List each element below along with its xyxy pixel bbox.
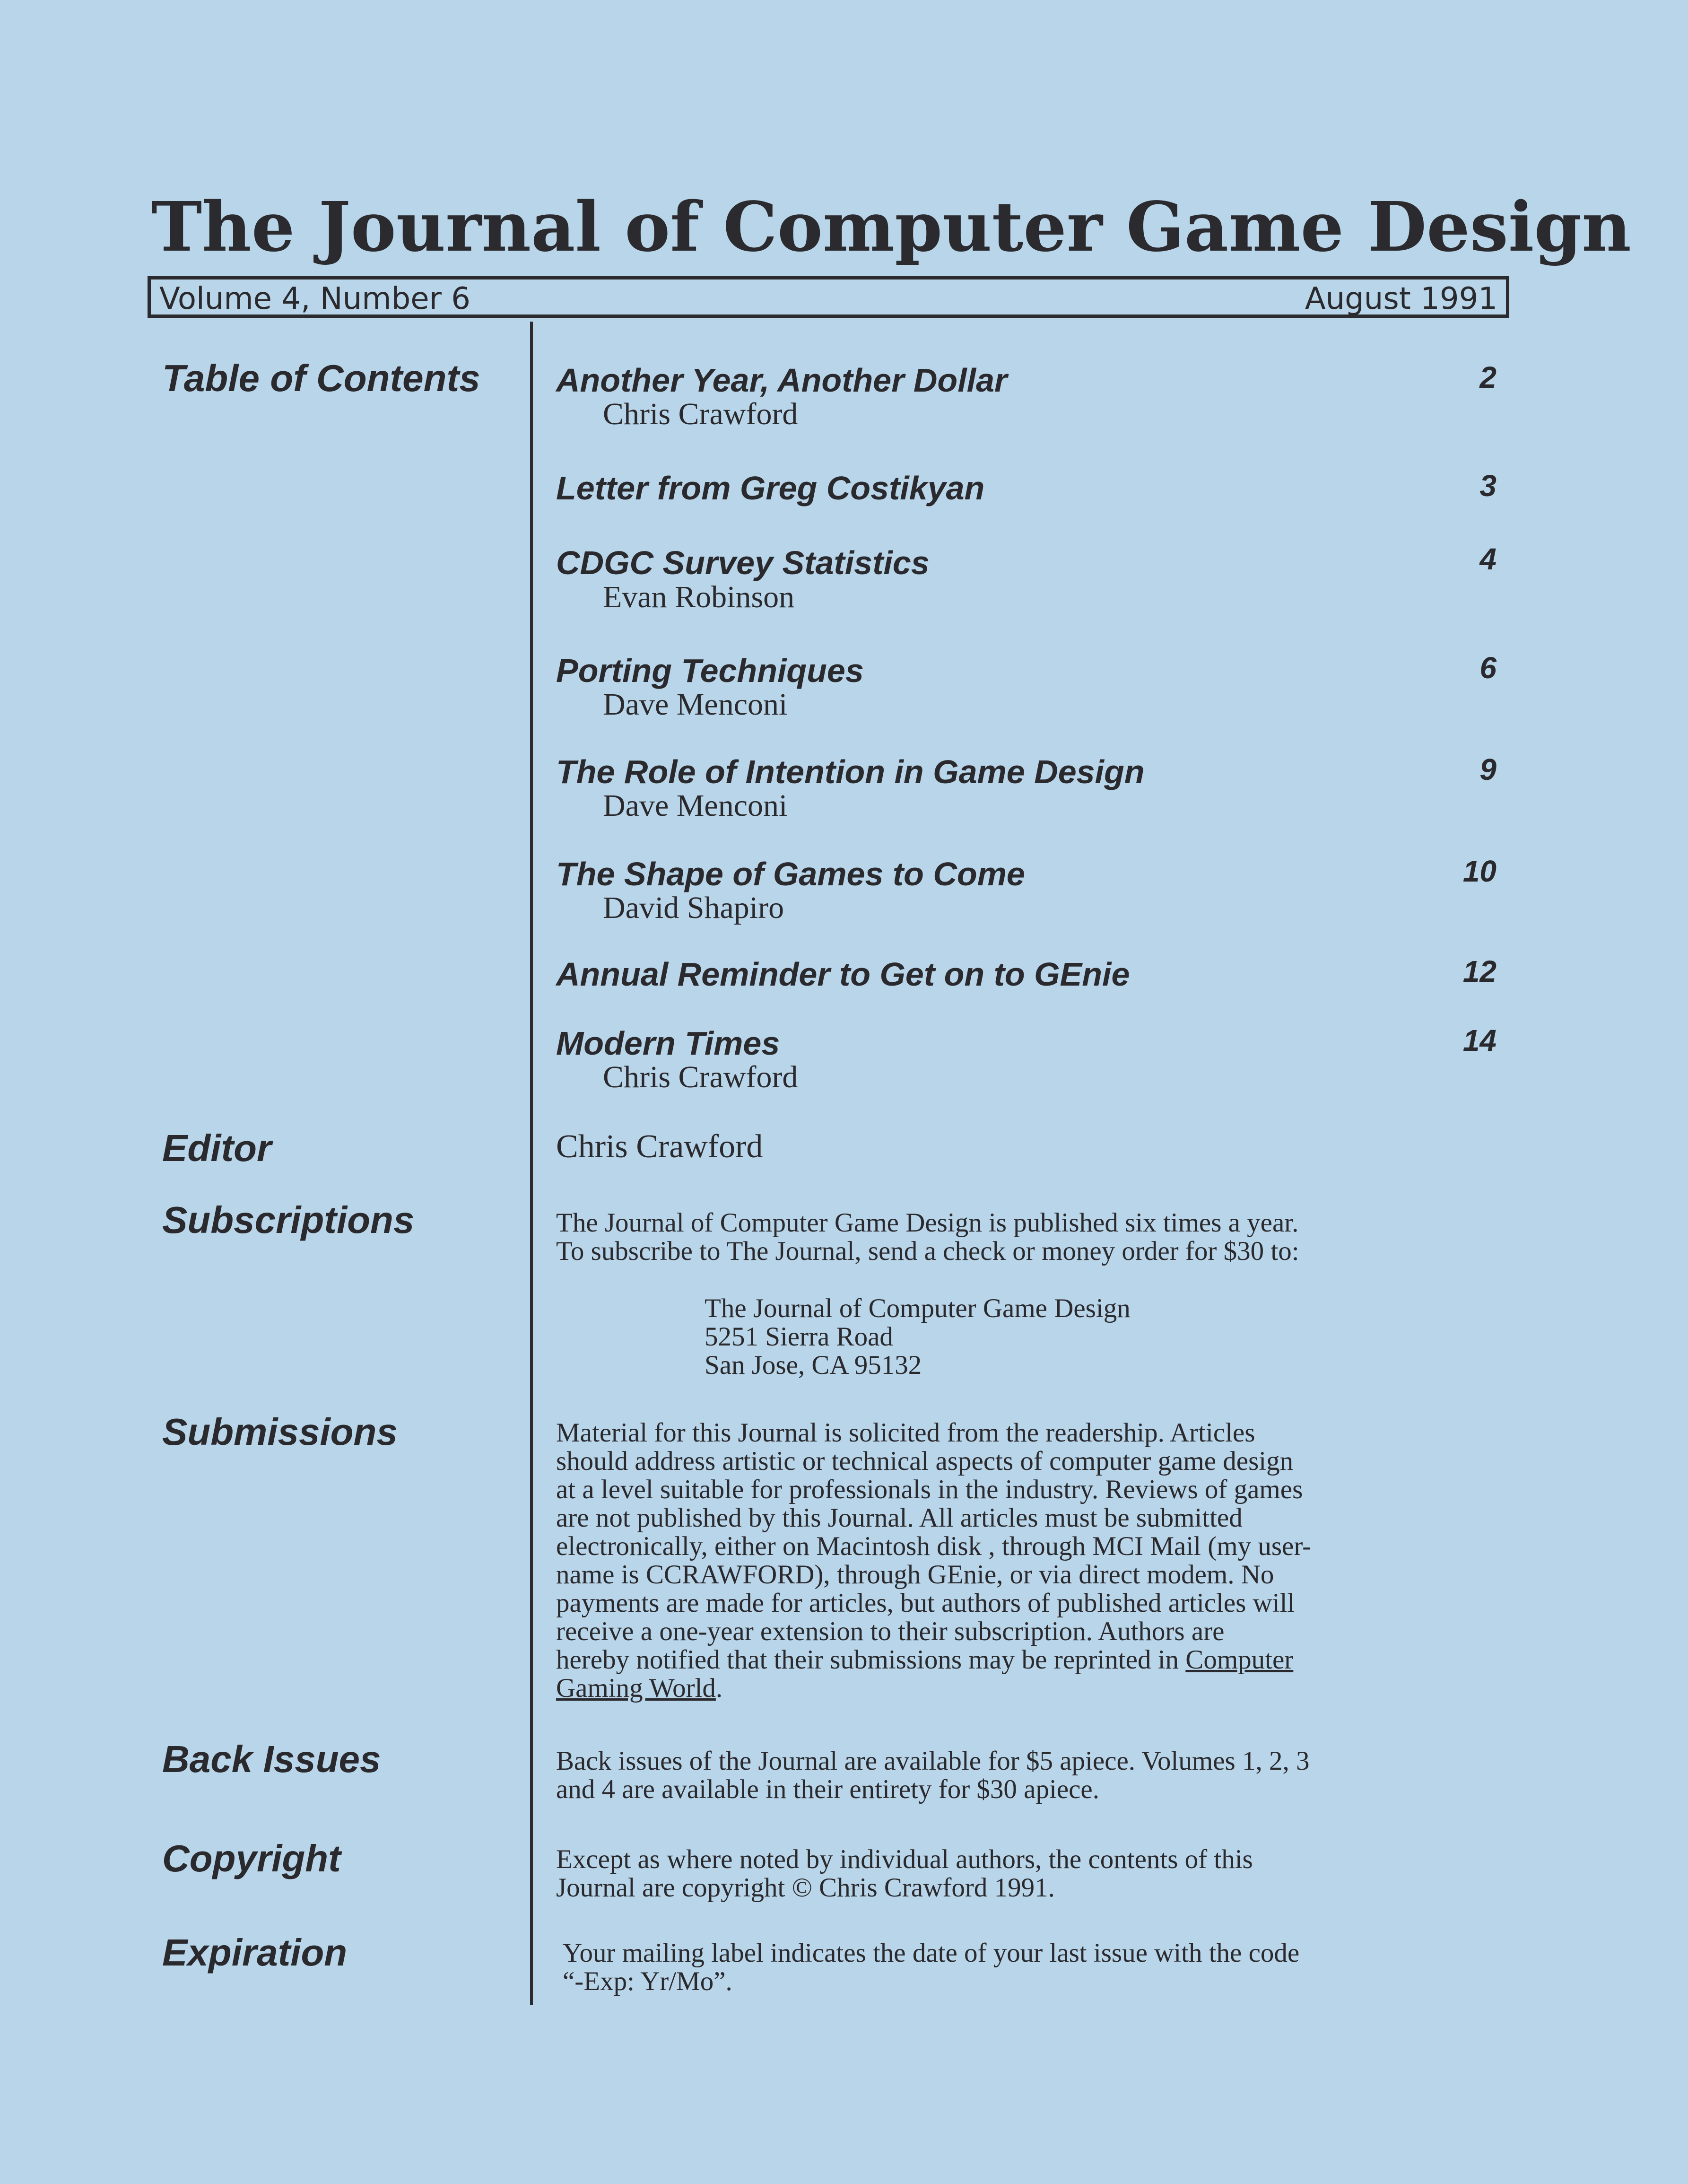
- label-copyright: Copyright: [162, 1837, 341, 1879]
- toc-entry-author: Dave Menconi: [603, 687, 788, 722]
- publication-title: Gaming World: [556, 1673, 716, 1703]
- text-segment: .: [715, 1673, 723, 1703]
- volume-number: Volume 4, Number 6: [159, 281, 470, 316]
- toc-entry-page: 4: [1479, 542, 1497, 576]
- text-line: Except as where noted by individual authors, the contents of this: [556, 1844, 1253, 1874]
- mailing-address: [705, 1294, 1131, 1380]
- toc-entry-page: 12: [1462, 954, 1497, 988]
- toc-entry-page: 3: [1479, 469, 1497, 503]
- toc-entry-title[interactable]: The Shape of Games to Come: [556, 856, 1025, 892]
- toc-entry-author: David Shapiro: [603, 891, 784, 925]
- toc-entry-author: Evan Robinson: [603, 580, 795, 614]
- editor-name: Chris Crawford: [556, 1128, 763, 1165]
- text-line: and 4 are available in their entirety for $30 apiece.: [556, 1774, 1099, 1804]
- label-table-of-contents: Table of Contents: [162, 357, 480, 399]
- journal-title: The Journal of Computer Game Design: [151, 187, 1631, 267]
- toc-entry-page: 6: [1479, 651, 1497, 685]
- toc-entry-page: 9: [1479, 752, 1497, 786]
- toc-entry-page: 10: [1462, 854, 1497, 888]
- toc-entry-title[interactable]: The Role of Intention in Game Design: [556, 753, 1145, 790]
- label-back-issues: Back Issues: [162, 1738, 381, 1780]
- submissions-text: [556, 1419, 1506, 1703]
- text-line: payments are made for articles, but authors of published articles will: [556, 1588, 1295, 1618]
- text-line: should address artistic or technical aspects of computer game design: [556, 1446, 1294, 1476]
- toc-entry-author: Chris Crawford: [603, 397, 798, 431]
- label-editor: Editor: [162, 1127, 272, 1169]
- text-line: electronically, either on Macintosh disk , through MCI Mail (my user-: [556, 1531, 1312, 1561]
- back-issues-text: [556, 1747, 1506, 1804]
- text-line: at a level suitable for professionals in the industry. Reviews of games: [556, 1475, 1303, 1504]
- text-line: [556, 1646, 1506, 1674]
- text-line: are not published by this Journal. All articles must be submitted: [556, 1503, 1243, 1533]
- label-subscriptions: Subscriptions: [162, 1199, 415, 1241]
- text-line: Back issues of the Journal are available for $5 apiece. Volumes 1, 2, 3: [556, 1746, 1310, 1776]
- toc-entry-page: 14: [1462, 1023, 1497, 1057]
- address-line: San Jose, CA 95132: [705, 1350, 922, 1380]
- text-line: “-Exp: Yr/Mo”.: [563, 1966, 732, 1996]
- toc-entry-title[interactable]: Another Year, Another Dollar: [556, 362, 1008, 399]
- toc-entry-title[interactable]: CDGC Survey Statistics: [556, 544, 930, 581]
- text-line: receive a one-year extension to their subscription. Authors are: [556, 1616, 1225, 1646]
- toc-entry-title[interactable]: Letter from Greg Costikyan: [556, 470, 985, 507]
- label-submissions: Submissions: [162, 1411, 398, 1453]
- text-segment: hereby notified that their submissions may be reprinted in: [556, 1645, 1186, 1675]
- text-line: The Journal of Computer Game Design is published six times a year.: [556, 1208, 1299, 1238]
- toc-entry-title[interactable]: Annual Reminder to Get on to GEnie: [556, 956, 1130, 993]
- address-line: The Journal of Computer Game Design: [705, 1293, 1131, 1323]
- text-line: Journal are copyright © Chris Crawford 1991.: [556, 1873, 1055, 1903]
- text-line: name is CCRAWFORD), through GEnie, or via direct modem. No: [556, 1560, 1274, 1590]
- address-line: 5251 Sierra Road: [705, 1322, 893, 1352]
- text-line: [556, 1674, 1506, 1703]
- text-line: Your mailing label indicates the date of your last issue with the code: [563, 1938, 1300, 1968]
- toc-entry-title[interactable]: Porting Techniques: [556, 652, 864, 689]
- publication-title: Computer: [1185, 1645, 1294, 1675]
- text-line: To subscribe to The Journal, send a check or money order for $30 to:: [556, 1236, 1299, 1266]
- toc-entry-author: Chris Crawford: [603, 1060, 798, 1094]
- toc-entry-title[interactable]: Modern Times: [556, 1025, 780, 1062]
- toc-entry-author: Dave Menconi: [603, 788, 788, 823]
- copyright-text: [556, 1845, 1506, 1902]
- text-line: Material for this Journal is solicited from the readership. Articles: [556, 1418, 1255, 1448]
- subscriptions-text: [556, 1209, 1506, 1266]
- expiration-text: [563, 1939, 1513, 1996]
- label-expiration: Expiration: [162, 1931, 348, 1974]
- toc-entry-page: 2: [1479, 360, 1497, 394]
- issue-date: August 1991: [1305, 281, 1497, 316]
- column-divider: [530, 322, 533, 2005]
- masthead-bar: [148, 276, 1509, 318]
